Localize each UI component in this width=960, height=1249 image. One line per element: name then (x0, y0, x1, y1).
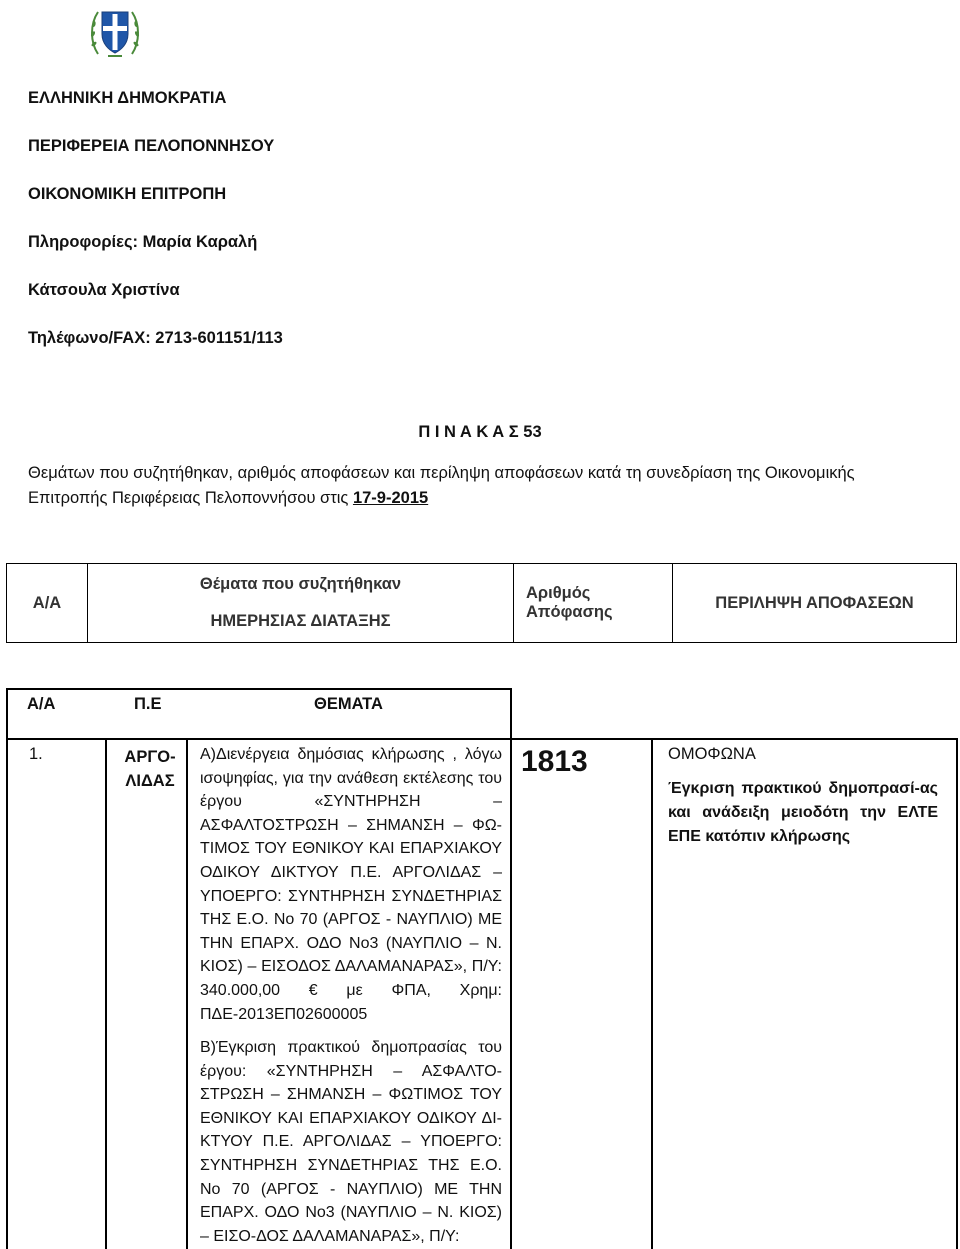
detail-mid-border (510, 688, 512, 1249)
header-committee: ΟΙΚΟΝΟΜΙΚΗ ΕΠΙΤΡΟΠΗ (28, 185, 227, 203)
detail-right-border (956, 738, 958, 1249)
header-phone-fax: Τηλέφωνο/FAX: 2713-601151/113 (28, 329, 283, 347)
detail-top-border (6, 688, 511, 690)
col-themata: Θέματα που συζητήθηκαν ΗΜΕΡΗΣΙΑΣ ΔΙΑΤΑΞΗΣ (88, 564, 514, 643)
detail-col-divider-2 (186, 738, 188, 1249)
detail-header-pe: Π.Ε (134, 695, 162, 713)
col-perilipsi: ΠΕΡΙΛΗΨΗ ΑΠΟΦΑΣΕΩΝ (673, 564, 957, 643)
header-contact-person: Πληροφορίες: Μαρία Καραλή (28, 233, 258, 251)
table-title: Π Ι Ν Α Κ Α Σ 53 (418, 423, 542, 441)
decision-summary: Έγκριση πρακτικού δημοπρασί-ας και ανάδειξη μειοδότη την ΕΛΤΕ ΕΠΕ κατόπιν κλήρωσης (668, 780, 938, 845)
header-region: ΠΕΡΙΦΕΡΕΙΑ ΠΕΛΟΠΟΝΝΗΣΟΥ (28, 137, 275, 155)
row-aa: 1. (29, 745, 43, 763)
decision-number: 1813 (521, 745, 588, 778)
detail-header-themata: ΘΕΜΑΤΑ (314, 695, 383, 713)
header-country: ΕΛΛΗΝΙΚΗ ΔΗΜΟΚΡΑΤΙΑ (28, 89, 227, 107)
detail-col-divider-3 (651, 738, 653, 1249)
detail-right-top-border (510, 738, 957, 740)
header-contact-person-2: Κάτσουλα Χριστίνα (28, 281, 180, 299)
row-subject-a: Α)Διενέργεια δημόσιας κλήρωσης , λόγω ισοψηφίας, για την ανάθεση εκτέλεσης του έργου «ΣΥΝΤΗΡΗΣΗ – ΑΣΦΑΛΤΟΣΤΡΩΣΗ – ΣΗΜΑΝΣΗ – ΦΩ-ΤΙΜΟΣ ΤΟΥ ΕΘΝΙΚΟΥ ΚΑΙ ΕΠΑΡΧΙΑΚΟΥ ΟΔΙΚΟΥ ΔΙΚΤΥΟΥ Π.Ε. ΑΡΓΟΛΙΔΑΣ – ΥΠΟΕΡΓΟ: ΣΥΝΤΗΡΗΣΗ ΣΥΝΔΕΤΗΡΙΑΣ ΤΗΣ Ε.Ο. Νο 70 (ΑΡΓΟΣ - ΝΑΥΠΛΙΟ) ΜΕ ΤΗΝ ΕΠΑΡΧ. ΟΔΟ Νο3 (ΝΑΥΠΛΙΟ – Ν. ΚΙΟΣ) – ΕΙΣΟΔΟΣ ΔΑΛΑΜΑΝΑΡΑΣ», Π/Υ: 340.000,00 € με ΦΠΑ, Χρημ: ΠΔΕ-2013ΕΠ02600005 (200, 746, 502, 1023)
vote-result: ΟΜΟΦΩΝΑ (668, 745, 756, 763)
detail-col-divider-1 (105, 738, 107, 1249)
session-date: 17-9-2015 (352, 489, 429, 507)
col-aa: Α/Α (7, 564, 88, 643)
row-pe: ΑΡΓΟ- ΛΙΔΑΣ (124, 748, 176, 790)
row-subject-b: Β)Έγκριση πρακτικού δημοπρασίας του έργου: «ΣΥΝΤΗΡΗΣΗ – ΑΣΦΑΛΤΟ-ΣΤΡΩΣΗ – ΣΗΜΑΝΣΗ – ΦΩΤΙΜΟΣ ΤΟΥ ΕΘΝΙΚΟΥ ΚΑΙ ΕΠΑΡΧΙΑΚΟΥ ΟΔΙΚΟΥ ΔΙ-ΚΤΥΟΥ Π.Ε. ΑΡΓΟΛΙΔΑΣ – ΥΠΟΕΡΓΟ: ΣΥΝΤΗΡΗΣΗ ΣΥΝΔΕΤΗΡΙΑΣ ΤΗΣ Ε.Ο. Νο 70 (ΑΡΓΟΣ - ΝΑΥΠΛΙΟ) ΜΕ ΤΗΝ ΕΠΑΡΧ. ΟΔΟ Νο3 (ΝΑΥΠΛΙΟ – Ν. ΚΙΟΣ) – ΕΙΣΟ-ΔΟΣ ΔΑΛΑΜΑΝΑΡΑΣ», Π/Υ: (200, 1039, 502, 1245)
summary-header-table (6, 563, 957, 643)
detail-header-bottom-border (6, 738, 511, 740)
detail-left-border (6, 688, 8, 1249)
intro-paragraph (28, 461, 938, 511)
col-arithmos-apofasis: Αριθμός Απόφασης (514, 564, 673, 643)
greek-emblem-icon (88, 4, 142, 62)
intro-text: Θεμάτων που συζητήθηκαν, αριθμός αποφάσεων και περίληψη αποφάσεων κατά τη συνεδρίαση της Οικονομικής Επιτροπής Περιφέρειας Πελοποννήσου στις (28, 464, 855, 507)
detail-header-aa: Α/Α (27, 695, 56, 713)
